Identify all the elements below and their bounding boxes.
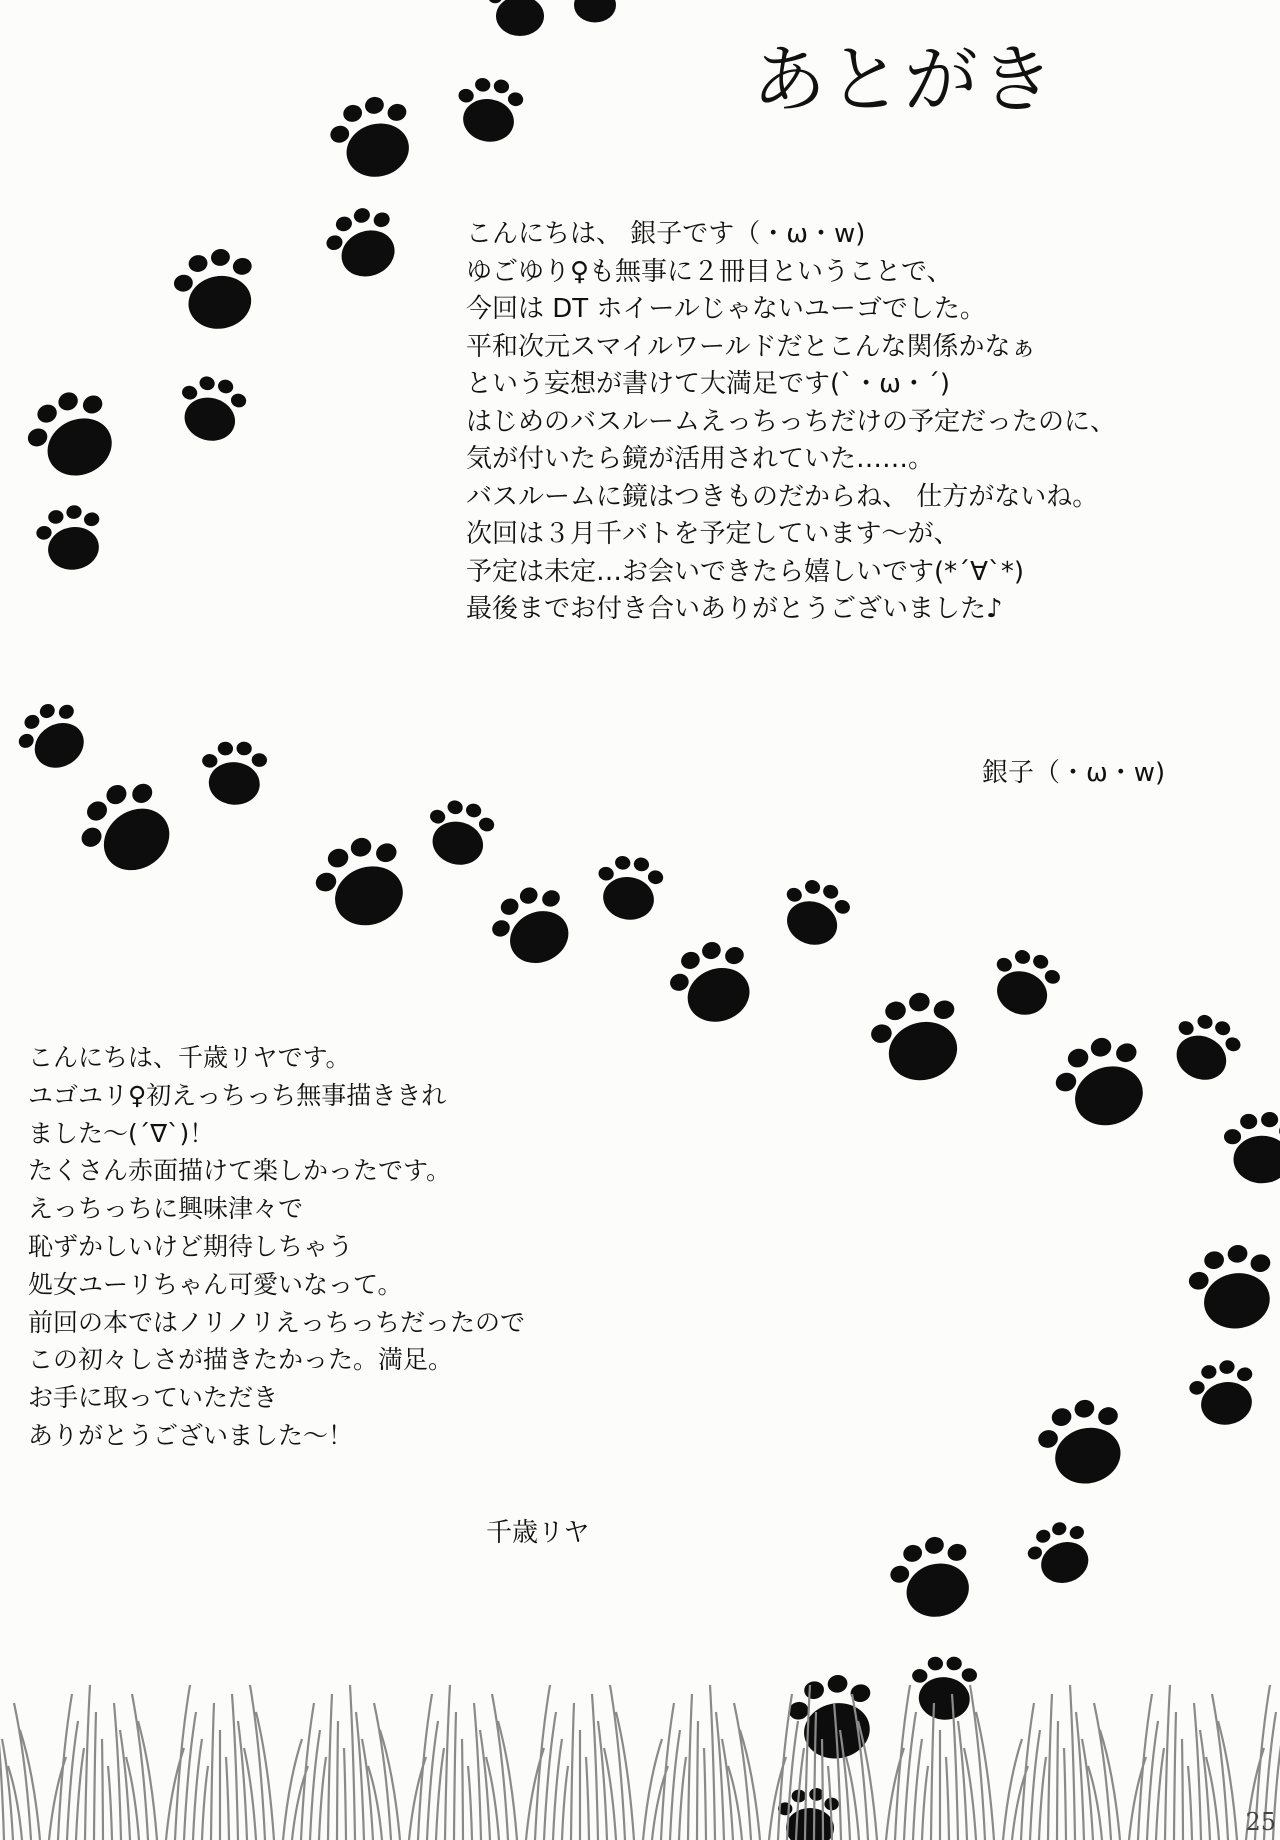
message-line: 最後までお付き合いありがとうございました♪ [466, 594, 1003, 624]
paw-icon [773, 871, 856, 953]
message-line: 次回は３月千バトを予定しています～が、 [466, 519, 960, 549]
message-line: ありがとうございました～！ [28, 1420, 354, 1450]
paw-icon [909, 1653, 979, 1722]
paw-icon [1021, 1515, 1099, 1592]
message-line: こんにちは、千歳リヤです。 [28, 1043, 351, 1072]
paw-icon [983, 941, 1066, 1023]
grass-icon [0, 1685, 1280, 1840]
paw-icon [488, 0, 549, 36]
message-line: はじめのバスルームえっちっちだけの予定だったのに、 [466, 406, 1117, 437]
paw-icon [864, 985, 971, 1091]
paw-icon [9, 693, 97, 781]
paw-icon [591, 851, 666, 925]
page-title: あとがき [752, 37, 1056, 123]
grass-blades [0, 1685, 1280, 1840]
message-line: こんにちは、 銀子です（・ω・w) [466, 219, 866, 249]
paw-icon [567, 0, 620, 23]
ginko-message [466, 216, 1116, 629]
paw-icon [169, 244, 261, 335]
paw-icon [482, 877, 583, 977]
message-line: ました～(´∇`)！ [28, 1118, 215, 1148]
message-line: たくさん赤面描けて楽しかったです。 [28, 1156, 452, 1186]
paw-icon [1184, 1240, 1280, 1336]
message-line: という妄想が書けて大満足です(`・ω・´) [466, 369, 951, 399]
message-line: えっちっちに興味津々で [28, 1194, 304, 1224]
paw-icon [324, 90, 421, 187]
message-line: 今回は DT ホイールじゃないユーゴでした。 [466, 294, 986, 324]
paw-icon [1031, 1392, 1133, 1493]
message-line: 気が付いたら鏡が活用されていた……。 [466, 444, 935, 474]
paw-icon [1224, 1112, 1280, 1183]
paw-icon [319, 200, 406, 287]
message-line: 恥ずかしいけど期待しちゃう [28, 1231, 354, 1261]
paw-icon [171, 369, 250, 447]
paw-icon [661, 933, 763, 1034]
paw-icon [419, 793, 498, 871]
paw-icon [33, 501, 108, 575]
message-line: 処女ユーリちゃん可愛いなって。 [28, 1269, 403, 1299]
message-line: 予定は未定…お会いできたら嬉しいです(*´∀`*) [466, 556, 1025, 587]
message-line: ゆごゆり♀も無事に２冊目ということで、 [466, 256, 953, 287]
paw-icon [17, 380, 128, 490]
message-line: 平和次元スマイルワールドだとこんな関係かなぁ [466, 331, 1037, 362]
paw-icon [1046, 1028, 1158, 1139]
paw-icon [199, 738, 269, 807]
paw-icon [1162, 1005, 1247, 1090]
message-line: 前回の本ではノリノリえっちっちだったので [28, 1307, 526, 1337]
chitose-signature: 千歳リヤ [486, 1518, 590, 1548]
paw-icon [451, 73, 526, 147]
message-line: バスルームに鏡はつきものだからね、 仕方がないね。 [466, 481, 1099, 512]
chitose-message [28, 1039, 525, 1455]
page-number: 25 [1245, 1808, 1276, 1836]
paw-icon [884, 1530, 981, 1627]
paw-icon [66, 769, 187, 890]
paw-icon [1186, 1356, 1261, 1430]
ginko-signature: 銀子（・ω・w) [982, 758, 1166, 788]
message-line: お手に取っていただき [28, 1383, 279, 1413]
message-line: この初々しさが描きたかった。満足。 [28, 1345, 454, 1375]
paw-icon [306, 828, 418, 939]
message-line: ユゴユリ♀初えっちっち無事描ききれ [28, 1080, 447, 1110]
